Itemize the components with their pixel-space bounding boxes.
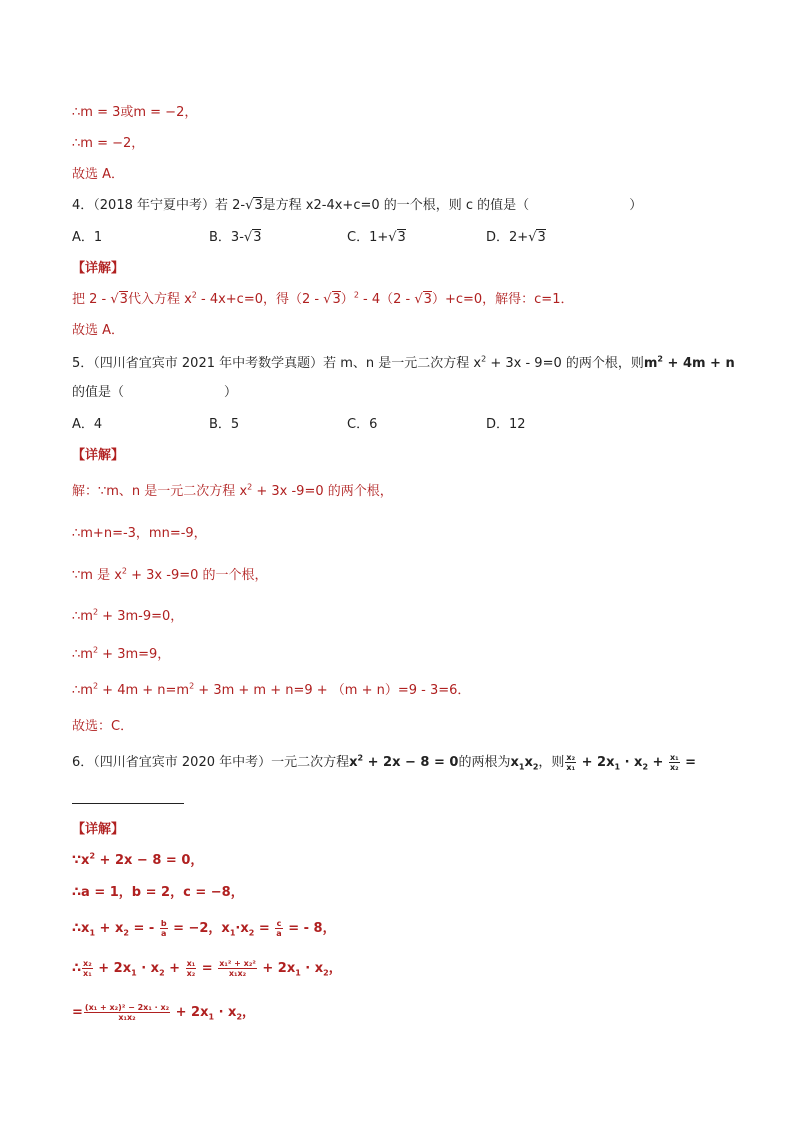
frac-sum-squares: $\frac{\text{x₁² + x₂²}}{\text{x₁x₂}}$ — [219, 959, 256, 978]
q5-option-d: D．12 — [486, 417, 526, 432]
q6-sol-line2: ∴a = 1，b = 2，c = −8， — [72, 885, 244, 900]
q5-stem: 5．（四川省宜宾市 2021 年中考数学真题）若 m、n 是一元二次方程 $x^2 + 3x - 9=0$ 的两个根，则$m^2 + 4m + n$ — [72, 354, 735, 371]
sol3-line1: ∴m = 3或m = −2， — [72, 105, 198, 120]
q5-sol-line3: ∵m 是 $x^2 + 3x$ -9=0 的一个根， — [72, 566, 268, 583]
q6-sol-line3: $\therefore x_1 + x_2$ = - $\frac{b}{a}$ = −2，$x_1\cdot x_2$ = $\frac{c}{a}$ = - 8， — [72, 919, 336, 938]
frac-x1-x2: $\frac{\text{x₁}}{\text{x₂}}$ — [186, 959, 196, 978]
frac-expanded: $\frac{\text{(x₁ + x₂)² − 2x₁ · x₂}}{\text{x₁x₂}}$ — [84, 1003, 170, 1022]
q5-sol-line4: $\therefore m^2 + 3m-9=0$， — [72, 607, 184, 624]
frac-b-over-a: $\frac{b}{a}$ — [160, 919, 167, 938]
q5-choice: 故选：C． — [72, 719, 134, 734]
q4-detail-heading: 【详解】 — [72, 261, 125, 276]
q6-sol-line4: ∴ $\frac{\text{x₂}}{\text{x₁}}$ + $2x_1 \cdot x_2$ + $\frac{\text{x₁}}{\text{x₂}}$ = $\frac{\text{x₁² + x₂²}}{\text{x₁x₂}}$ + $2x_1 \cdot x_2$， — [72, 959, 342, 978]
q6-frac-x1-x2: $\frac{\text{x₁}}{\text{x₂}}$ — [669, 753, 679, 772]
q4-solution: 把 2 - √3代入方程 $x^2 - 4x+c=0$，得（2 - √3）$^2$ - 4（2 - √3）+c=0，解得：c=1． — [72, 290, 574, 307]
q4-stem: 4．（2018 年宁夏中考）若 2-√3是方程 x2-4x+c=0 的一个根，则 c 的值是（ ） — [72, 198, 643, 213]
q4-option-c: C．1+√3 — [347, 230, 406, 245]
frac-x2-x1: $\frac{\text{x₂}}{\text{x₁}}$ — [83, 959, 92, 978]
q6-frac-x2-x1: $\frac{\text{x₂}}{\text{x₁}}$ — [566, 753, 576, 772]
q4-choice: 故选 A． — [72, 323, 125, 338]
sol3-line2: ∴m = −2， — [72, 136, 145, 151]
q5-stem-line2: 的值是（ ） — [72, 385, 238, 400]
q5-option-b: B．5 — [209, 417, 240, 432]
frac-c-over-a: $\frac{c}{a}$ — [276, 919, 282, 938]
q6-stem: 6．（四川省宜宾市 2020 年中考）一元二次方程$x^2 + 2x - 8 = 0$的两根为$x_1x_2$，则 $\frac{\text{x₂}}{\text{x₁}}$ + $2x_1 \cdot x_2$ + $\frac{\text{x₁}}{\text{x₂}}$ = — [72, 753, 697, 772]
q5-sol-line1: 解：∵m、n 是一元二次方程 $x^2 + 3x$ -9=0 的两个根， — [72, 482, 393, 499]
q5-sol-line5: $\therefore m^2 + 3m=9$， — [72, 645, 171, 662]
q6-detail-heading: 【详解】 — [72, 822, 125, 837]
q4-option-d: D．2+√3 — [486, 230, 546, 245]
q5-option-c: C．6 — [347, 417, 378, 432]
q5-sol-line2: ∴m+n=-3，mn=-9， — [72, 526, 207, 541]
q6-sol-line1: $\because x^2 + 2x - 8 = 0$， — [72, 851, 204, 868]
q4-option-a: A．1 — [72, 230, 103, 245]
q4-option-b: B．3-√3 — [209, 230, 262, 245]
q5-option-a: A．4 — [72, 417, 103, 432]
q5-detail-heading: 【详解】 — [72, 448, 125, 463]
answer-blank — [72, 803, 184, 804]
q6-sol-line5: = $\frac{\text{(x₁ + x₂)² − 2x₁ · x₂}}{\text{x₁x₂}}$ + $2x_1 \cdot x_2$， — [72, 1003, 256, 1022]
sol3-choice: 故选 A． — [72, 167, 125, 182]
q5-sol-line6: $\therefore m^2 + 4m + n=m^2 + 3m + m + n=9 + (m + n)=9 - 3=6$． — [72, 681, 471, 698]
